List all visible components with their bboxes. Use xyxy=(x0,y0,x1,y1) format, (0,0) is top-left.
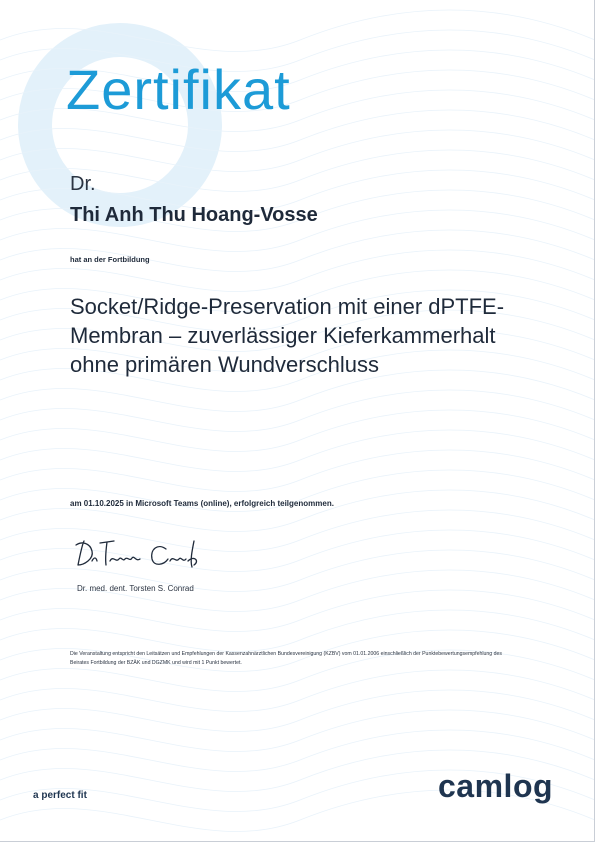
intro-text: hat an der Fortbildung xyxy=(70,255,150,264)
recipient-salutation: Dr. xyxy=(70,173,96,195)
guilloche-lines xyxy=(0,10,595,832)
certificate-title: Zertifikat xyxy=(66,58,291,121)
recipient-name: Thi Anh Thu Hoang-Vosse xyxy=(70,204,318,226)
course-title: Socket/Ridge-Preservation mit einer dPTFE-Membran – zuverlässiger Kieferkammerhalt ohne primären Wundverschluss xyxy=(70,294,505,377)
completion-statement: am 01.10.2025 in Microsoft Teams (online), erfolgreich teilgenommen. xyxy=(70,499,334,508)
signature-icon xyxy=(70,535,210,575)
accreditation-footnote: Die Veranstaltung entspricht den Leitsätzen und Empfehlungen der Kassenzahnärztlichen Bundesvereinigung (KZBV) vom 01.01.2006 einschließlich der Punktebewertungsempfehlung des Beirates Fortbildung der BZÄK und DGZMK und wird mit 1 Punkt bewertet. xyxy=(70,651,502,666)
brand-tagline: a perfect fit xyxy=(33,790,87,801)
brand-logo: camlog xyxy=(438,768,554,804)
signer-name: Dr. med. dent. Torsten S. Conrad xyxy=(77,584,194,593)
